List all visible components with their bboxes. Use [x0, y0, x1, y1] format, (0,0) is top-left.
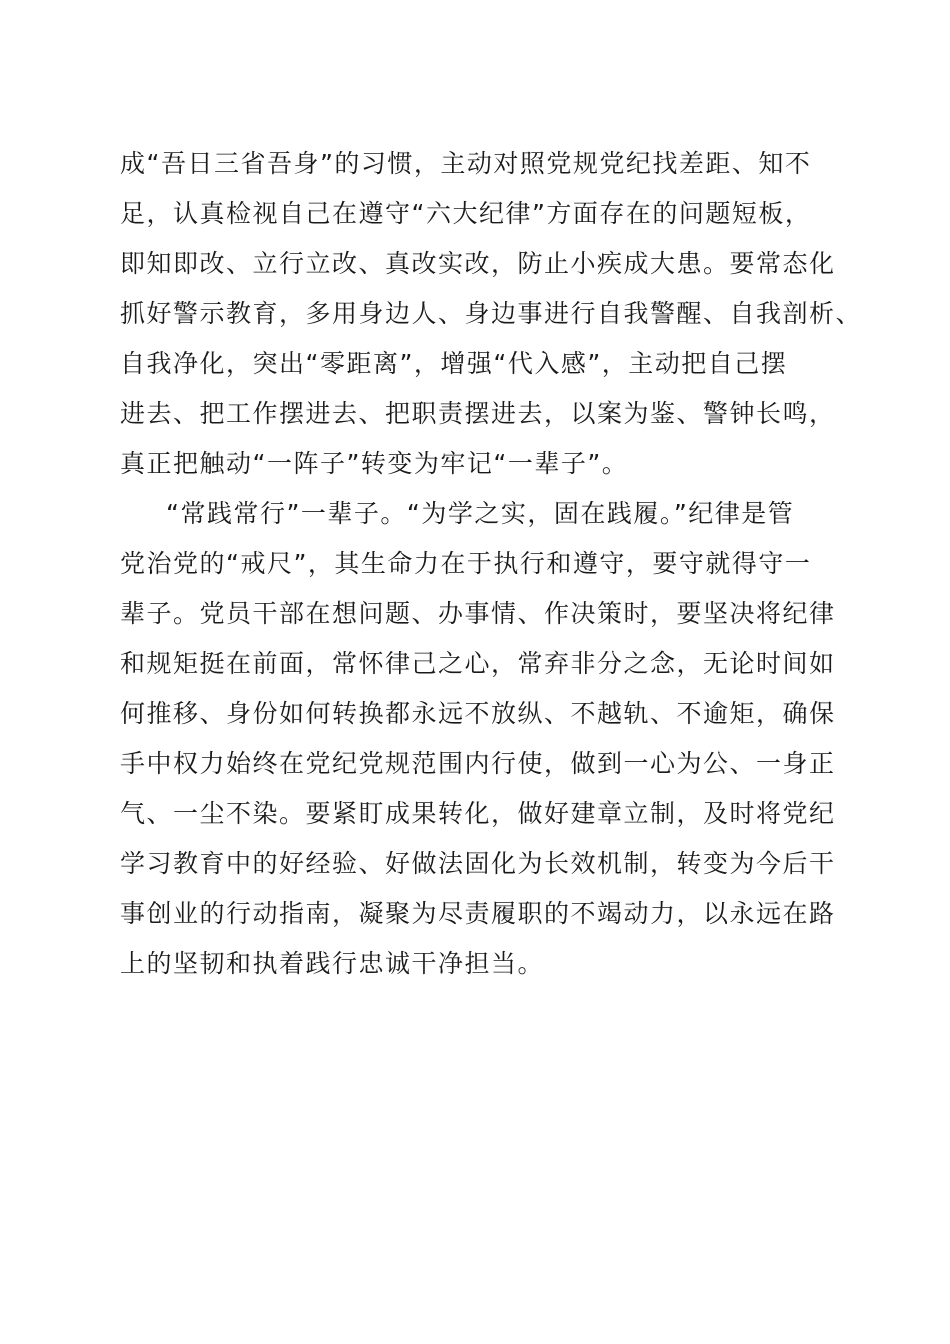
- text-line: 和规矩挺在前面，常怀律己之心，常弃非分之念，无论时间如: [120, 649, 836, 678]
- text-line: 自我净化，突出“零距离”，增强“代入感”，主动把自己摆: [120, 349, 788, 378]
- text-line: 即知即改、立行立改、真改实改，防止小疾成大患。要常态化: [120, 249, 836, 278]
- paragraph-start-line: “常践常行”一辈子。“为学之实，固在践履。”纪律是管: [166, 499, 795, 528]
- text-line: 气、一尘不染。要紧盯成果转化，做好建章立制，及时将党纪: [120, 799, 836, 828]
- text-line: 抓好警示教育，多用身边人、身边事进行自我警醒、自我剖析、: [120, 299, 863, 328]
- text-line: 手中权力始终在党纪党规范围内行使，做到一心为公、一身正: [120, 749, 836, 778]
- document-body: [120, 139, 863, 989]
- text-line: 学习教育中的好经验、好做法固化为长效机制，转变为今后干: [120, 849, 836, 878]
- text-line: 进去、把工作摆进去、把职责摆进去，以案为鉴、警钟长鸣，: [120, 399, 836, 428]
- text-line: 党治党的“戒尺”，其生命力在于执行和遵守，要守就得守一: [120, 549, 812, 578]
- text-line: 事创业的行动指南，凝聚为尽责履职的不竭动力，以永远在路: [120, 899, 836, 928]
- text-line: 辈子。党员干部在想问题、办事情、作决策时，要坚决将纪律: [120, 599, 836, 628]
- text-line: 何推移、身份如何转换都永远不放纵、不越轨、不逾矩，确保: [120, 699, 836, 728]
- text-line: 上的坚韧和执着践行忠诚干净担当。: [120, 949, 545, 978]
- text-line: 足，认真检视自己在遵守“六大纪律”方面存在的问题短板，: [120, 199, 812, 228]
- text-line: 成“吾日三省吾身”的习惯，主动对照党规党纪找差距、知不: [120, 149, 812, 178]
- text-line: 真正把触动“一阵子”转变为牢记“一辈子”。: [120, 449, 629, 478]
